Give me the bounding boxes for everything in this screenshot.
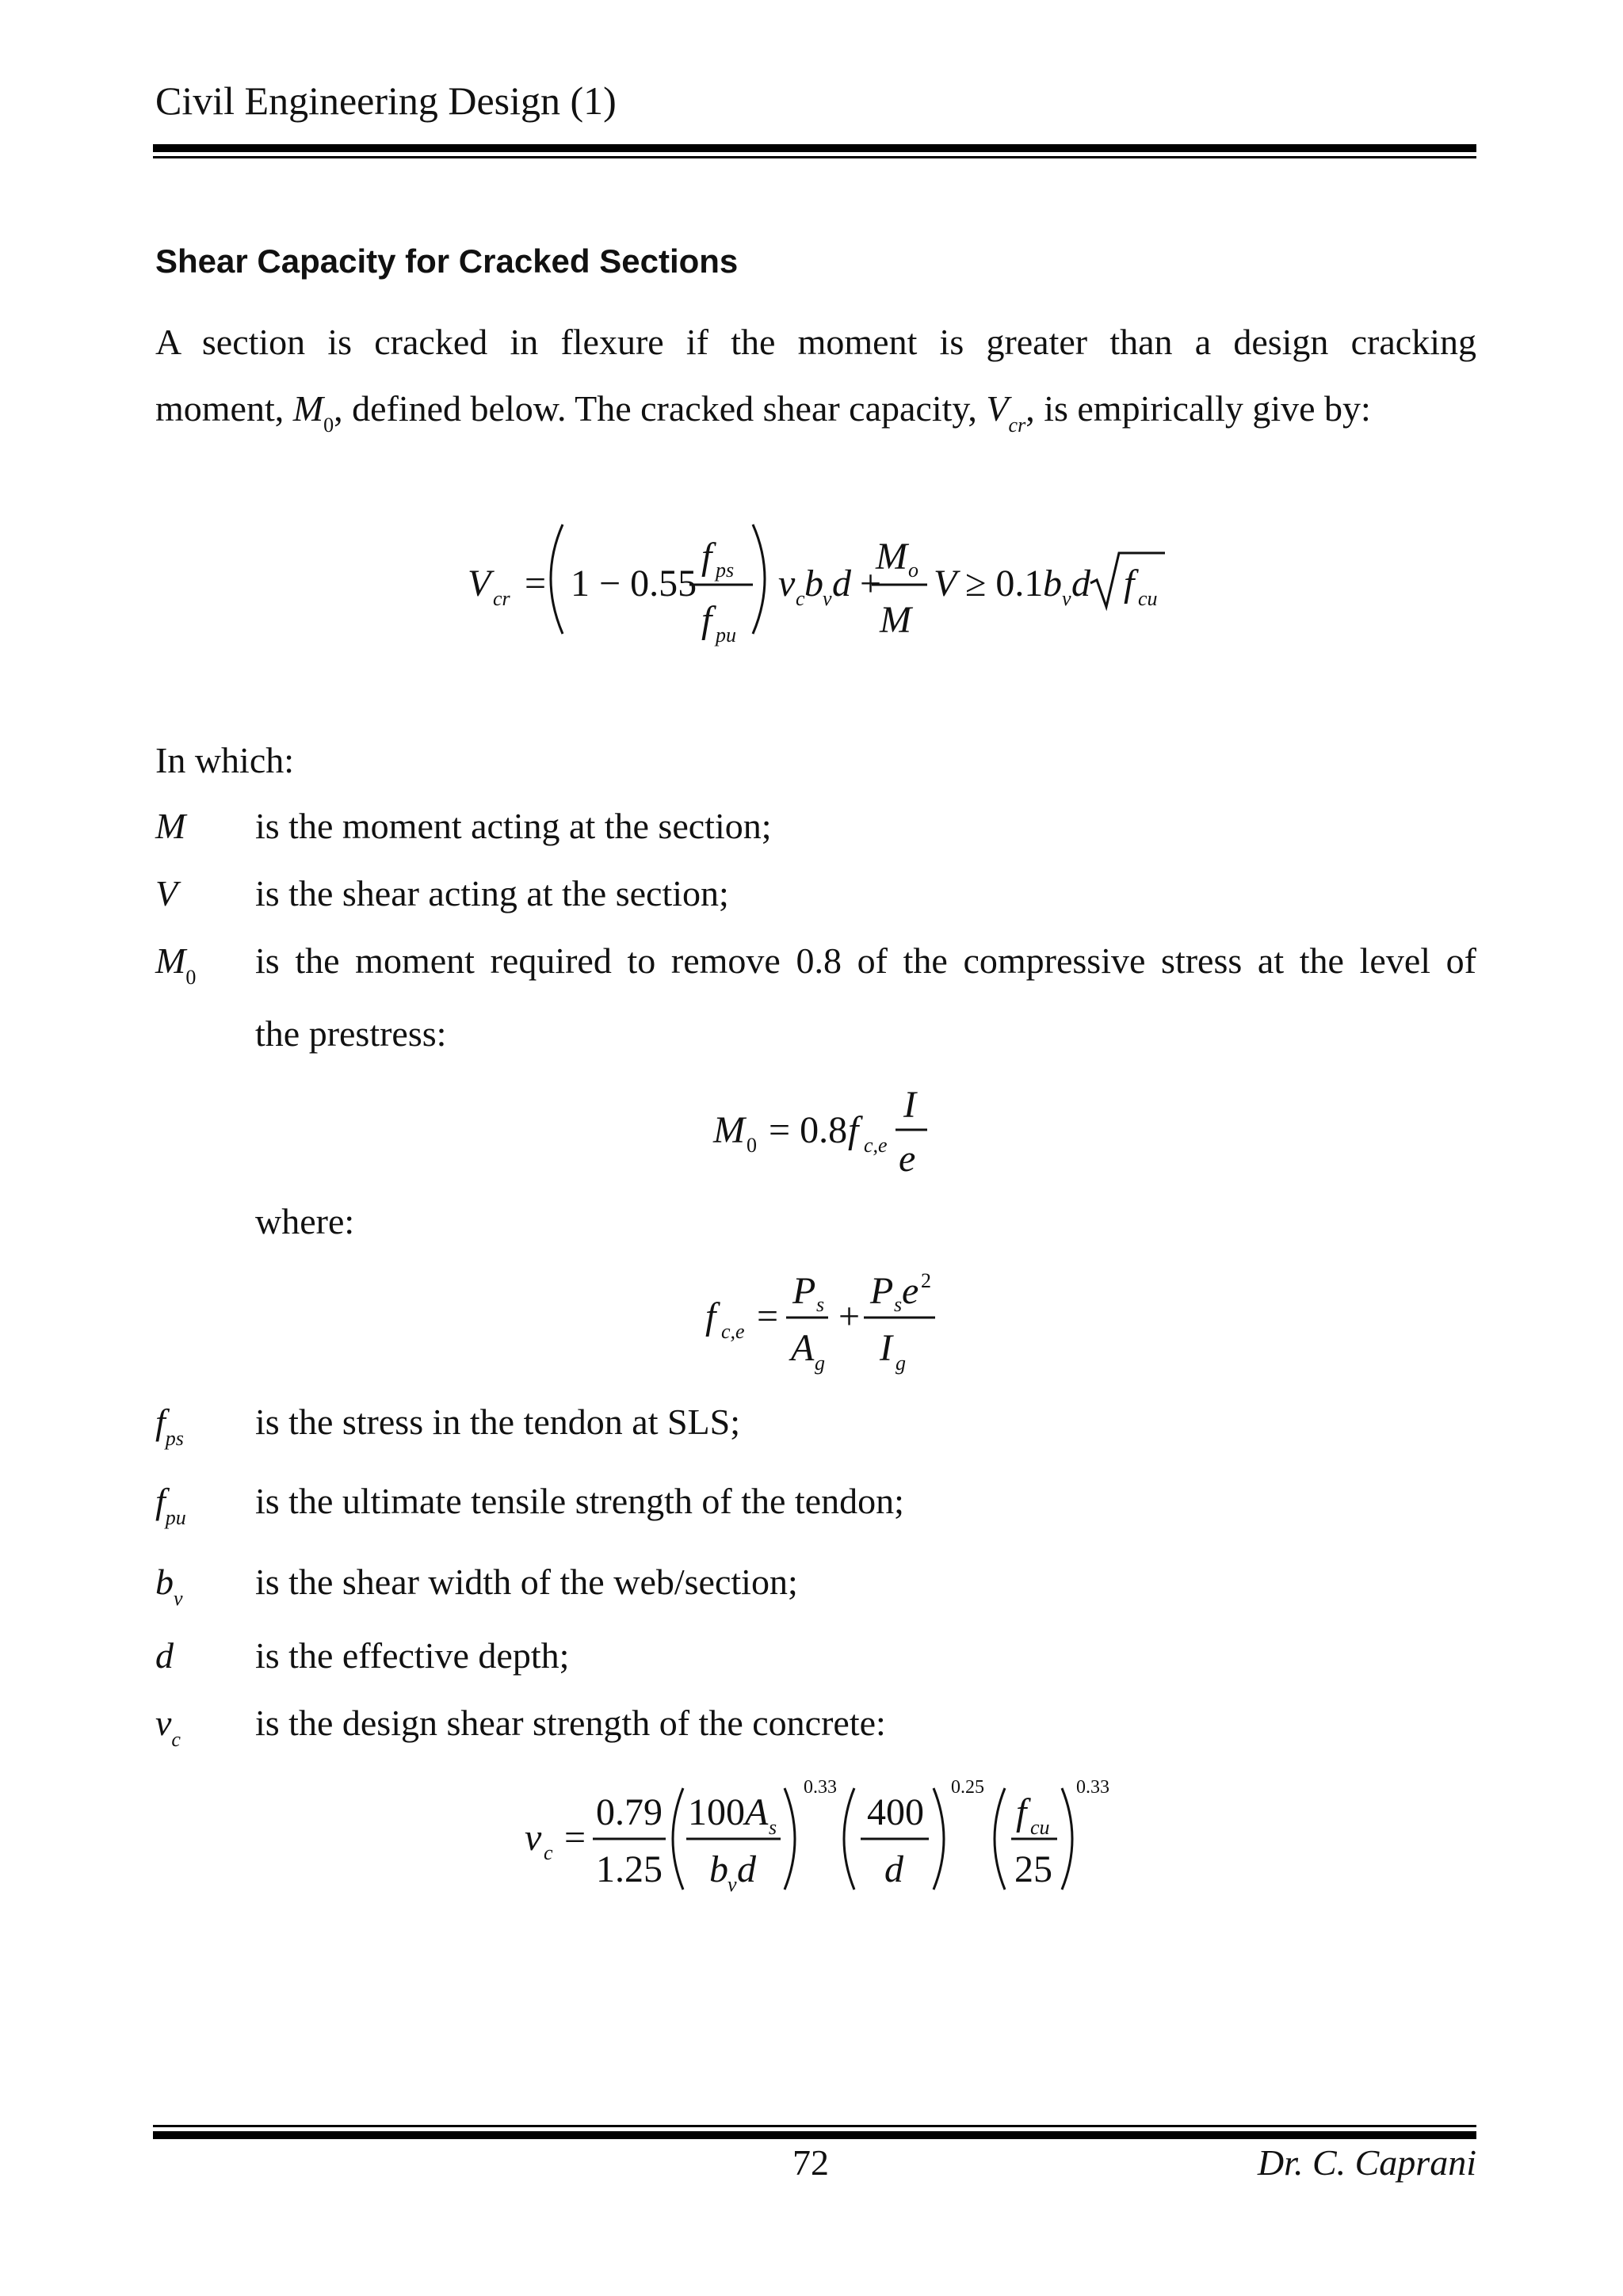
svg-text:0.33: 0.33: [804, 1777, 837, 1798]
svg-text:=: =: [564, 1817, 586, 1859]
svg-text:+: +: [838, 1295, 861, 1337]
svg-text:v: v: [727, 1873, 737, 1896]
svg-text:= 0.8: = 0.8: [769, 1109, 848, 1151]
svg-text:0.25: 0.25: [951, 1777, 984, 1798]
svg-text:f: f: [1124, 563, 1135, 605]
equation-vc: [507, 1771, 1125, 1905]
footer-author: Dr. C. Caprani: [1257, 2142, 1476, 2183]
symbol-vc: $v_c$: [155, 1703, 181, 1751]
svg-text:100: 100: [688, 1791, 745, 1833]
svg-text:f: f: [701, 599, 712, 641]
svg-text:v: v: [1062, 587, 1071, 610]
svg-text:c,e: c,e: [864, 1134, 888, 1157]
definition-fpu: is the ultimate tensile strength of the tendon;: [255, 1481, 904, 1521]
svg-text:s: s: [816, 1293, 825, 1316]
symbol-d: d: [155, 1635, 174, 1676]
definition-vc: is the design shear strength of the concrete:: [255, 1703, 886, 1743]
definition-M0-continued: the prestress:: [255, 1013, 447, 1054]
svg-text:0.33: 0.33: [1076, 1777, 1109, 1798]
intro-paragraph: [155, 309, 1476, 448]
section-heading: Shear Capacity for Cracked Sections: [155, 242, 739, 280]
svg-text:e: e: [899, 1138, 916, 1180]
svg-text:M: M: [880, 599, 911, 641]
svg-text:d: d: [832, 563, 851, 605]
svg-text:v: v: [778, 563, 796, 605]
svg-text:A: A: [745, 1791, 769, 1833]
svg-text:I: I: [903, 1084, 916, 1126]
svg-text:P: P: [870, 1270, 894, 1312]
svg-text:≥ 0.1: ≥ 0.1: [965, 563, 1044, 605]
svg-text:V: V: [468, 563, 491, 605]
equation-M0: [705, 1077, 959, 1180]
where-label: where:: [255, 1201, 355, 1241]
equation-fce: [697, 1264, 951, 1379]
svg-text:v: v: [823, 587, 832, 610]
svg-text:c: c: [796, 587, 805, 610]
svg-text:=: =: [757, 1295, 779, 1337]
svg-text:f: f: [701, 536, 712, 578]
svg-text:1.25: 1.25: [596, 1848, 663, 1890]
symbol-V: V: [155, 873, 178, 913]
svg-text:cu: cu: [1030, 1816, 1050, 1839]
svg-text:f: f: [848, 1109, 859, 1151]
svg-text:25: 25: [1014, 1848, 1052, 1890]
symbol-M0: $M_0$: [155, 940, 197, 989]
svg-text:I: I: [880, 1327, 892, 1369]
symbol-bv: $b_v$: [155, 1562, 183, 1610]
svg-text:0: 0: [747, 1134, 757, 1157]
intro-line-1: A section is cracked in flexure if the moment is greater than a design cracking: [155, 322, 1476, 362]
svg-text:e: e: [902, 1270, 919, 1312]
svg-text:d: d: [1071, 563, 1090, 605]
svg-text:s: s: [769, 1816, 777, 1839]
symbol-M: M: [155, 806, 186, 846]
footer-rule: [153, 2125, 1476, 2139]
svg-text:cr: cr: [493, 587, 510, 610]
svg-text:c: c: [544, 1841, 553, 1864]
svg-text:f: f: [1016, 1791, 1027, 1833]
svg-text:d: d: [884, 1848, 903, 1890]
definition-fps: is the stress in the tendon at SLS;: [255, 1402, 741, 1442]
svg-text:=: =: [525, 563, 547, 605]
svg-text:M: M: [713, 1109, 745, 1151]
svg-text:g: g: [896, 1352, 906, 1375]
definition-bv: is the shear width of the web/section;: [255, 1562, 798, 1602]
svg-text:pu: pu: [716, 624, 736, 646]
header-rule: [153, 144, 1476, 158]
svg-text:b: b: [1043, 563, 1062, 605]
symbol-fps: $f_{ps}$: [155, 1402, 184, 1450]
svg-text:f: f: [705, 1295, 716, 1337]
in-which-label: In which:: [155, 740, 295, 780]
symbol-fpu: $f_{pu}$: [155, 1481, 186, 1529]
svg-text:0.79: 0.79: [596, 1791, 663, 1833]
equation-cracked-shear-capacity: [452, 507, 1189, 650]
intro-line-2: moment, $M_0$, defined below. The cracked shear capacity, $V_{cr}$, is empirically give by:: [155, 388, 1371, 437]
svg-text:1 − 0.55: 1 − 0.55: [571, 563, 697, 605]
svg-text:ps: ps: [716, 559, 735, 582]
definition-M: is the moment acting at the section;: [255, 806, 772, 846]
svg-text:g: g: [815, 1352, 825, 1375]
svg-text:+: +: [860, 563, 882, 605]
svg-text:b: b: [804, 563, 823, 605]
svg-text:cu: cu: [1138, 587, 1158, 610]
svg-text:400: 400: [867, 1791, 924, 1833]
svg-text:M: M: [876, 536, 907, 578]
svg-text:o: o: [908, 559, 918, 582]
svg-text:b: b: [709, 1848, 728, 1890]
svg-text:A: A: [791, 1327, 815, 1369]
svg-text:V: V: [934, 563, 957, 605]
definition-V: is the shear acting at the section;: [255, 873, 729, 913]
svg-text:P: P: [792, 1270, 816, 1312]
definition-d: is the effective depth;: [255, 1635, 570, 1676]
svg-text:s: s: [894, 1293, 903, 1316]
definition-M0: is the moment required to remove 0.8 of the compressive stress at the level of: [255, 940, 1476, 981]
svg-text:2: 2: [921, 1269, 931, 1292]
page-number: 72: [792, 2142, 829, 2183]
document-header-title: Civil Engineering Design (1): [155, 78, 617, 123]
svg-text:d: d: [737, 1848, 756, 1890]
svg-text:v: v: [525, 1817, 542, 1859]
svg-text:c,e: c,e: [721, 1320, 745, 1343]
